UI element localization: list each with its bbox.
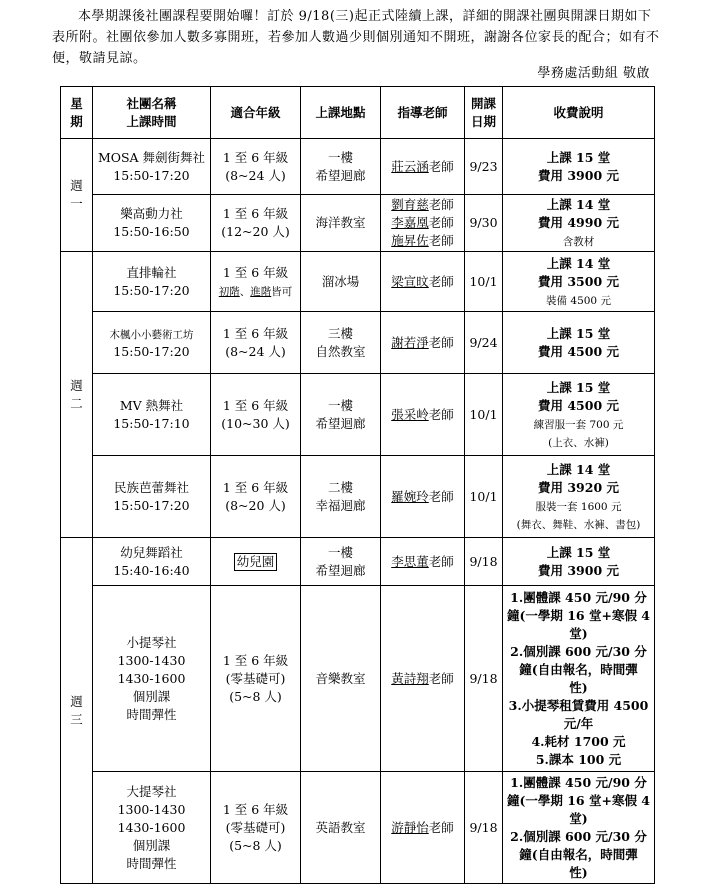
teacher-cell: 梁宣旼老師 <box>381 252 465 312</box>
location-cell: 一樓 希望迴廊 <box>301 374 381 456</box>
table-row <box>61 139 655 195</box>
grade-cell: 幼兒園 <box>211 538 301 586</box>
club-cell: 直排輪社 15:50-17:20 <box>93 252 211 312</box>
grade-cell: 1 至 6 年級 (10~30 人) <box>211 374 301 456</box>
grade-cell: 1 至 6 年級 (12~20 人) <box>211 195 301 252</box>
teacher-cell: 謝若淨老師 <box>381 312 465 374</box>
notice-paragraph: 本學期課後社團課程要開始囉！訂於 9/18(三)起正式陸續上課，詳細的開課社團與開課日期如下表所附。社團依參加人數多寡開班，若參加人數過少則個別通知不開班，謝謝各位家長的配合；如有不便，敬請見諒。 <box>52 9 660 66</box>
header-grade: 適合年級 <box>211 87 301 139</box>
table-row <box>61 538 655 586</box>
header-start-date: 開課 日期 <box>465 87 503 139</box>
location-cell: 二樓 幸福迴廊 <box>301 456 381 538</box>
location-cell: 溜冰場 <box>301 252 381 312</box>
start-date-cell: 9/24 <box>465 312 503 374</box>
start-date-cell: 9/30 <box>465 195 503 252</box>
table-row <box>61 586 655 772</box>
start-date-cell: 9/18 <box>465 538 503 586</box>
table-row <box>61 312 655 374</box>
grade-cell: 1 至 6 年級 (8~24 人) <box>211 139 301 195</box>
teacher-cell: 游靜怡老師 <box>381 772 465 884</box>
header-club: 社團名稱 上課時間 <box>93 87 211 139</box>
club-cell: MV 熱舞社 15:50-17:10 <box>93 374 211 456</box>
fee-cell: 上課 14 堂 費用 3920 元 服裝一套 1600 元 (舞衣、舞鞋、水褲、書包) <box>503 456 655 538</box>
weekday-tuesday: 週 二 <box>61 252 93 538</box>
header-teacher: 指導老師 <box>381 87 465 139</box>
table-row <box>61 195 655 252</box>
header-location: 上課地點 <box>301 87 381 139</box>
header-fee: 收費說明 <box>503 87 655 139</box>
location-cell: 三樓 自然教室 <box>301 312 381 374</box>
club-cell: 木楓小小藝術工坊 15:50-17:20 <box>93 312 211 374</box>
notice-signature: 學務處活動組 敬啟 <box>537 66 650 81</box>
fee-cell: 上課 15 堂 費用 4500 元 練習服一套 700 元 (上衣、水褲) <box>503 374 655 456</box>
table-header-row <box>61 87 655 139</box>
header-weekday: 星 期 <box>61 87 93 139</box>
club-cell: 小提琴社 1300-1430 1430-1600 個別課 時間彈性 <box>93 586 211 772</box>
club-cell: 民族芭蕾舞社 15:50-17:20 <box>93 456 211 538</box>
grade-cell: 1 至 6 年級 (零基礎可) (5~8 人) <box>211 586 301 772</box>
weekday-wednesday: 週 三 <box>61 538 93 884</box>
grade-cell: 1 至 6 年級 (8~24 人) <box>211 312 301 374</box>
location-cell: 海洋教室 <box>301 195 381 252</box>
fee-cell: 上課 15 堂 費用 3900 元 <box>503 139 655 195</box>
teacher-cell: 莊云涵老師 <box>381 139 465 195</box>
table-row <box>61 772 655 884</box>
teacher-cell: 李思董老師 <box>381 538 465 586</box>
table-row <box>61 456 655 538</box>
fee-cell: 上課 15 堂 費用 3900 元 <box>503 538 655 586</box>
teacher-cell: 黃詩翔老師 <box>381 586 465 772</box>
teacher-cell: 劉育慈老師 李嘉凰老師 施昇佐老師 <box>381 195 465 252</box>
club-schedule-table <box>60 86 655 884</box>
grade-cell: 1 至 6 年級 初階、進階皆可 <box>211 252 301 312</box>
fee-cell: 上課 14 堂 費用 4990 元 含教材 <box>503 195 655 252</box>
start-date-cell: 10/1 <box>465 456 503 538</box>
club-cell: MOSA 舞劍街舞社 15:50-17:20 <box>93 139 211 195</box>
location-cell: 一樓 希望迴廊 <box>301 139 381 195</box>
club-cell: 樂高動力社 15:50-16:50 <box>93 195 211 252</box>
fee-cell: 1.團體課 450 元/90 分 鐘(一學期 16 堂+寒假 4 堂) 2.個別課 600 元/30 分 鐘(自由報名，時間彈 性) <box>503 772 655 884</box>
weekday-monday: 週 一 <box>61 139 93 252</box>
club-cell: 幼兒舞蹈社 15:40-16:40 <box>93 538 211 586</box>
location-cell: 一樓 希望迴廊 <box>301 538 381 586</box>
fee-cell: 上課 14 堂 費用 3500 元 裝備 4500 元 <box>503 252 655 312</box>
start-date-cell: 10/1 <box>465 374 503 456</box>
start-date-cell: 9/18 <box>465 586 503 772</box>
start-date-cell: 9/23 <box>465 139 503 195</box>
start-date-cell: 10/1 <box>465 252 503 312</box>
table-row <box>61 252 655 312</box>
club-cell: 大提琴社 1300-1430 1430-1600 個別課 時間彈性 <box>93 772 211 884</box>
fee-cell: 上課 15 堂 費用 4500 元 <box>503 312 655 374</box>
teacher-cell: 羅婉玲老師 <box>381 456 465 538</box>
start-date-cell: 9/18 <box>465 772 503 884</box>
location-cell: 音樂教室 <box>301 586 381 772</box>
fee-cell: 1.團體課 450 元/90 分 鐘(一學期 16 堂+寒假 4 堂) 2.個別課 600 元/30 分 鐘(自由報名，時間彈 性) 3.小提琴租賃費用 4500 元/年 4.耗材 1700 元 5.課本 100 元 <box>503 586 655 772</box>
grade-cell: 1 至 6 年級 (零基礎可) (5~8 人) <box>211 772 301 884</box>
table-row <box>61 374 655 456</box>
teacher-cell: 張采岭老師 <box>381 374 465 456</box>
location-cell: 英語教室 <box>301 772 381 884</box>
grade-cell: 1 至 6 年級 (8~20 人) <box>211 456 301 538</box>
